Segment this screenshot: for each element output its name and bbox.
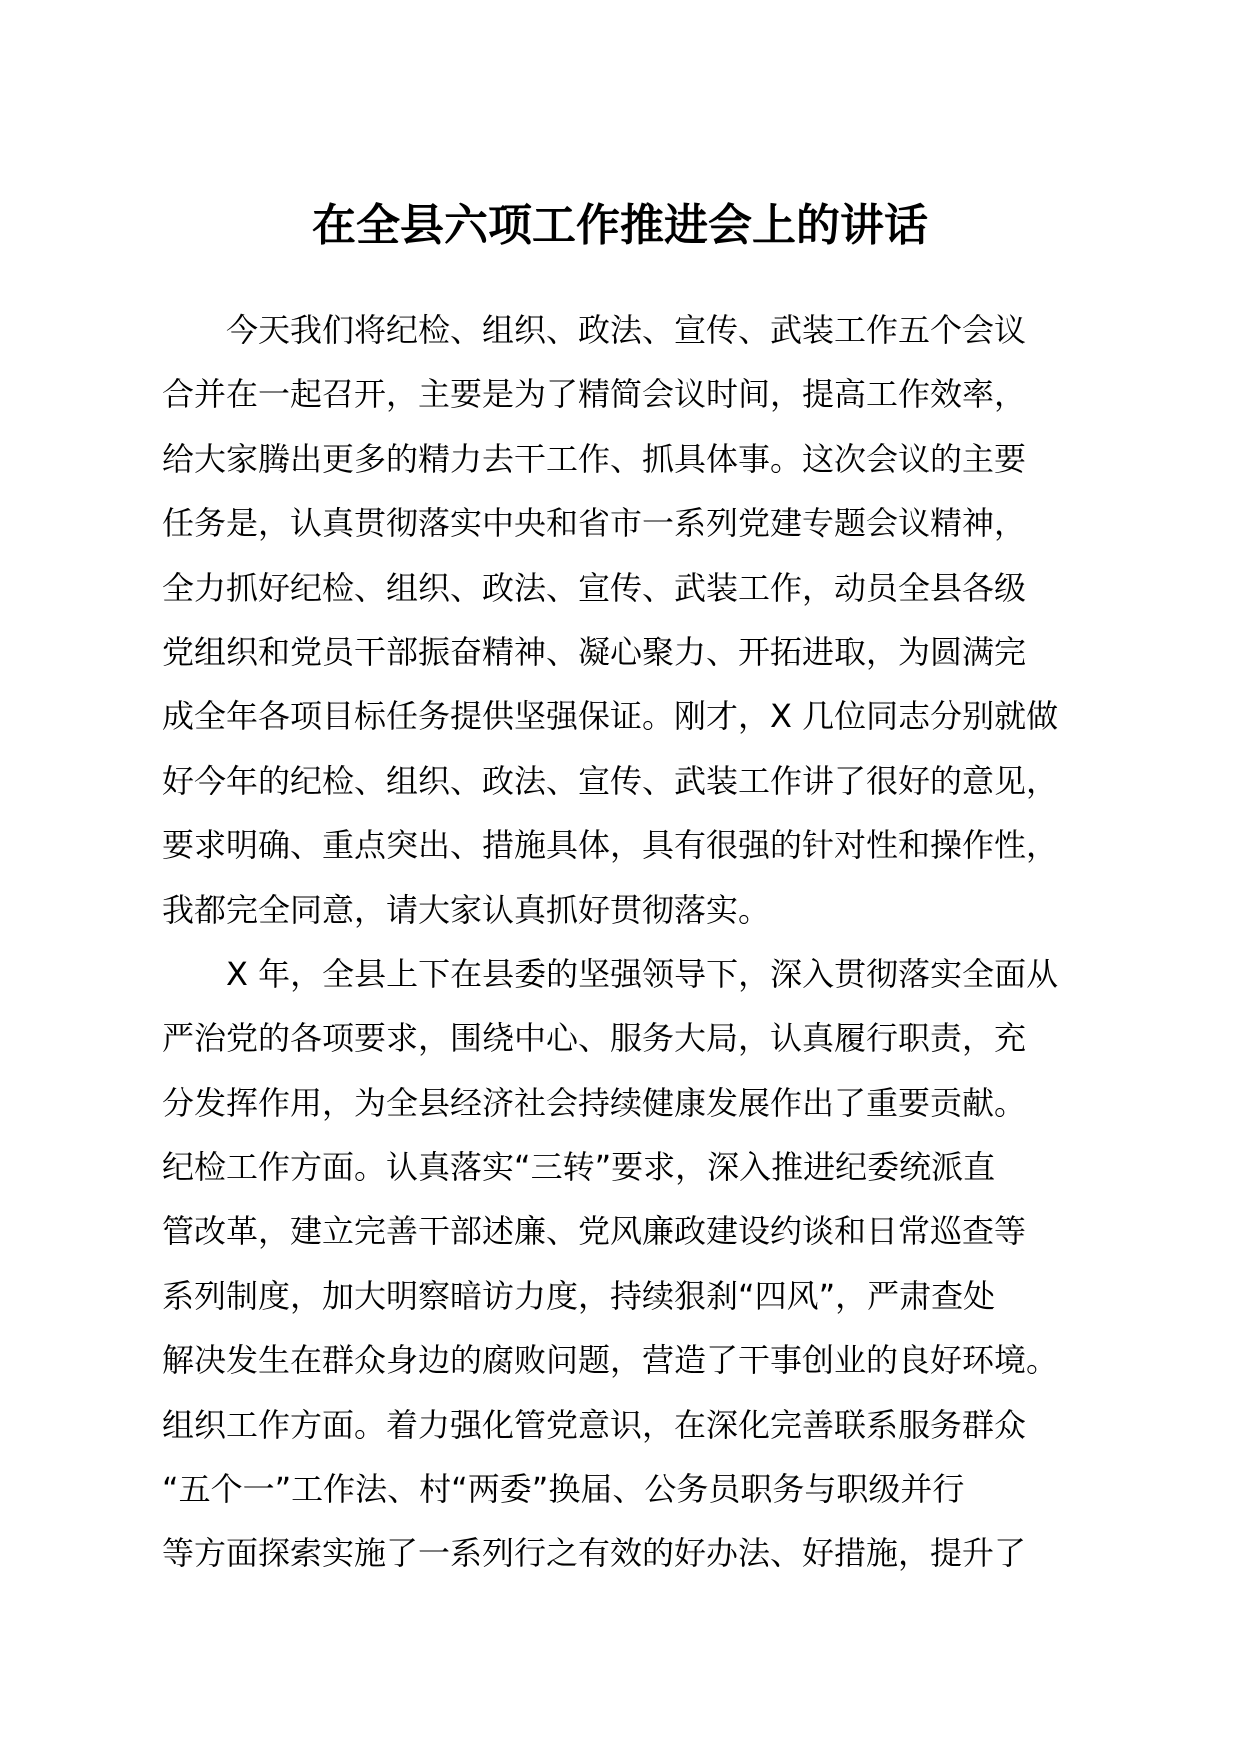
paragraph-line: 今天我们将纪检、组织、政法、宣传、武装工作五个会议: [226, 311, 1027, 349]
paragraph-line: 解决发生在群众身边的腐败问题，营造了干事创业的良好环境。: [162, 1341, 1059, 1380]
paragraph-line: 给大家腾出更多的精力去干工作、抓具体事。这次会议的主要: [162, 439, 1027, 478]
paragraph-line: 全力抓好纪检、组织、政法、宣传、武装工作，动员全县各级: [162, 568, 1027, 607]
paragraph-line: 分发挥作用，为全县经济社会持续健康发展作出了重要贡献。: [162, 1083, 1027, 1122]
paragraph-line: 好今年的纪检、组织、政法、宣传、武装工作讲了很好的意见，: [162, 761, 1059, 800]
paragraph-line: “五个一”工作法、村“两委”换届、公务员职务与职级并行: [162, 1470, 965, 1509]
paragraph-line: 要求明确、重点突出、措施具体，具有很强的针对性和操作性，: [162, 826, 1059, 865]
paragraph-line: 严治党的各项要求，围绕中心、服务大局，认真履行职责，充: [162, 1019, 1027, 1058]
paragraph-line: 组织工作方面。着力强化管党意识，在深化完善联系服务群众: [162, 1405, 1027, 1444]
paragraph-line: 党组织和党员干部振奋精神、凝心聚力、开拓进取，为圆满完: [162, 632, 1027, 671]
document-body: [162, 298, 1122, 1586]
paragraph-line: 任务是，认真贯彻落实中央和省市一系列党建专题会议精神，: [162, 504, 1027, 543]
paragraph-line: 合并在一起召开，主要是为了精简会议时间，提高工作效率，: [162, 375, 1027, 414]
paragraph-line: 系列制度，加大明察暗访力度，持续狠刹“四风”，严肃查处: [162, 1276, 996, 1315]
paragraph-line: X 年，全县上下在县委的坚强领导下，深入贯彻落实全面从: [226, 954, 1059, 993]
document-title: 在全县六项工作推进会上的讲话: [312, 200, 928, 251]
paragraph-line: 我都完全同意，请大家认真抓好贯彻落实。: [162, 890, 771, 929]
paragraph-line: 成全年各项目标任务提供坚强保证。刚才，X 几位同志分别就做: [162, 697, 1059, 736]
paragraph-line: 纪检工作方面。认真落实“三转”要求，深入推进纪委统派直: [162, 1148, 996, 1187]
paragraph-line: 管改革，建立完善干部述廉、党风廉政建设约谈和日常巡查等: [162, 1212, 1027, 1251]
paragraph-line: 等方面探索实施了一系列行之有效的好办法、好措施，提升了: [162, 1534, 1027, 1573]
